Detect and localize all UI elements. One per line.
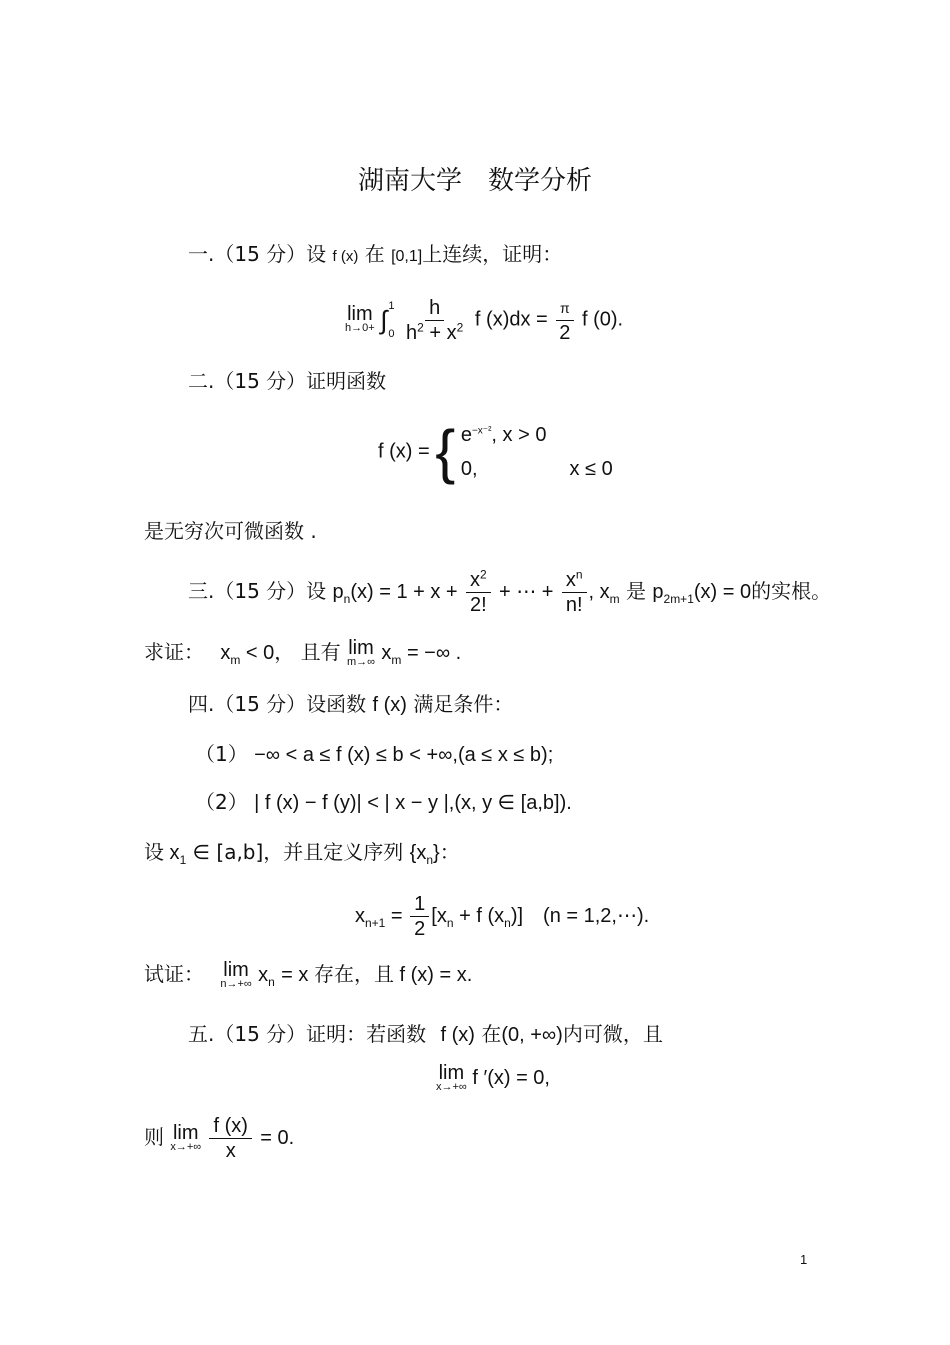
problem-5-hypothesis: lim x→+∞ f ′(x) = 0, (436, 1061, 550, 1093)
fraction-xn-over-nfact: $\frac{x^n}{n!}$ (562, 568, 587, 617)
problem-3-statement: 三.（15 分）设 $p_n(x) = 1 + x$ + $\frac{x^2}{2!}$ + ⋯ + $\frac{x^n}{n!}$ , $x_m$ 是 $p_{2m+1}(x) = 0$的实根。 (188, 567, 832, 616)
case-2: 0, x ≤ 0 (460, 458, 613, 480)
problem-5-statement: 五.（15 分）证明：若函数 f (x) 在(0, +∞)内可微，且 (188, 1022, 663, 1046)
problem-4-recurrence: $x_{n+1}$ = $\frac{1}{2}$ [$x_n + f$ $(x_n)$] (n = 1,2,⋯). (355, 893, 650, 940)
fraction-x2-over-2fact: $\frac{x^2}{2!}$ (466, 568, 491, 617)
integral-sign: ∫ 1 0 (380, 300, 395, 340)
problem-2-conclusion: 是无穷次可微函数 . (144, 519, 317, 543)
problem-4-prove: 试证： lim n→+∞ $x_n = x$ 存在，且 f (x) = x. (144, 958, 473, 990)
problem-4-statement: 四.（15 分）设函数 f (x) 满足条件： (188, 692, 514, 716)
problem-4-sequence-def: 设 $x_1$ ∈ [a,b]，并且定义序列 $\{x_n\}$： (144, 840, 460, 867)
fraction-one-half: $\frac{1}{2}$ (410, 892, 429, 941)
fraction-h-over-h2-x2: $\frac{h}{h^2 + x^2}$ (406, 296, 464, 344)
problem-1-statement (188, 240, 562, 271)
limit-operator: lim h→0+ (345, 303, 375, 334)
integrand: f (x)dx = (474, 308, 548, 331)
fraction-pi-over-2: $\frac{\pi}{2}$ (555, 296, 574, 345)
limit-operator: lim m→∞ (347, 636, 376, 668)
problem-1-interval: [0,1] (391, 248, 423, 265)
rhs-f0: f (0). (581, 308, 624, 331)
page-number: 1 (800, 1252, 808, 1267)
problem-1-label: 一.（15 分）设 (188, 242, 327, 266)
problem-4-condition-2: （2） | f (x) − f (y)| < | x − y |,(x, y ∈ [a,b]). (195, 790, 572, 814)
problem-2-statement: 二.（15 分）证明函数 (188, 369, 387, 393)
problem-3-label: 三.（15 分）设 (188, 579, 327, 603)
problem-1-in: 在 (364, 242, 385, 266)
problem-1-formula (345, 292, 623, 348)
problem-2-formula (378, 418, 613, 486)
problem-3-prove: 求证： $x_m < 0$， 且有 lim m→∞ $x_m$ = −∞ . (144, 636, 462, 668)
problem-5-conclusion: 则 lim x→+∞ $\frac{f (x)}{x}$ = 0. (144, 1115, 295, 1162)
piecewise-lhs: f (x) = (378, 440, 430, 463)
problem-4-condition-1: （1） −∞ < a ≤ f (x) ≤ b < +∞,(a ≤ x ≤ b); (195, 742, 554, 766)
limit-operator: lim n→+∞ (220, 958, 252, 990)
limit-operator: lim x→+∞ (170, 1121, 202, 1153)
problem-1-rest: 上连续，证明： (422, 242, 563, 266)
page-title: 湖南大学 数学分析 (357, 166, 592, 196)
case-1: $e^{-x^{-2}}$, x > 0 (460, 424, 547, 446)
problem-1-fx: f (x) (332, 248, 359, 265)
left-brace-icon: { (435, 418, 456, 485)
piecewise-cases (461, 418, 613, 486)
limit-operator: lim x→+∞ (436, 1061, 467, 1093)
fraction-fx-over-x: $\frac{f (x)}{x}$ (209, 1114, 251, 1163)
